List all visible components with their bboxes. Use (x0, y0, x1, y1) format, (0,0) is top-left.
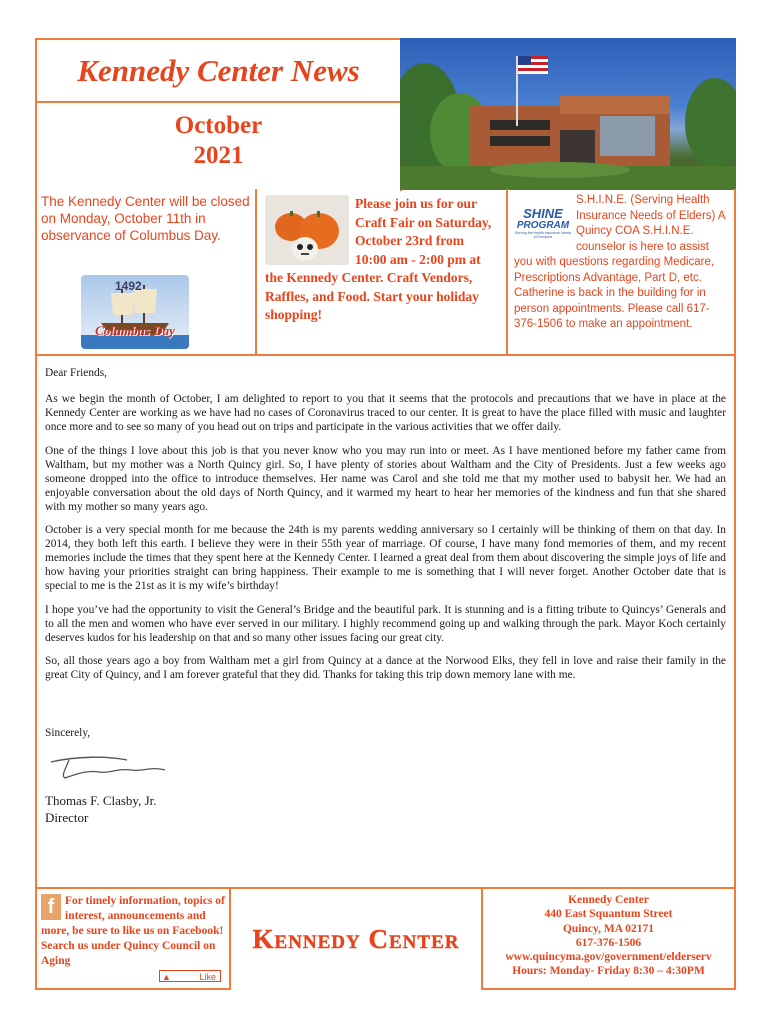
issue-date (35, 103, 402, 191)
closure-notice (35, 189, 257, 356)
like-label: Like (199, 972, 216, 982)
signer-name: Thomas F. Clasby, Jr. (45, 792, 157, 808)
letter-paragraph: October is a very special month for me because the 24th is my parents wedding anniversary so I certainly will be thinking of them on that day. In 2014, they both left this earth. I believe they were in their 55th year of marriage. Of course, I have many fond memories of them, and my recent memories include the times that they spent here at the Kennedy Center. I learned a great deal from them about discovering the simple joys of life and how having your priorities straight can bring happiness. Their example to me is something that I will never forget. Another October date that is special to me is the 21st as it is my wife’s birthday! (45, 524, 726, 592)
shine-logo-bottom: PROGRAM (516, 220, 570, 231)
pumpkin-photo (265, 195, 349, 265)
shine-logo-tagline: Serving the Health Insurance Needs of Everyone (514, 231, 572, 239)
signature (47, 750, 172, 784)
facebook-text: For timely information, topics of interest, announcements and more, be sure to like us on Facebook! Search us under Quincy Council on Aging (41, 895, 225, 967)
address-line: Quincy, MA 02171 (562, 922, 655, 935)
letter-paragraph: One of the things I love about this job is that you never know who you may run into or meet. As I have mentioned before my father came from Waltham, but my mother was a North Quincy girl. So, I have plenty of stories about Waltham and the City of Presidents. Just a few weeks ago someone dropped into the office to introduce themselves. Her name was Carol and she told me that my mother used to babysit her. We had an enjoyable conversation about the old days of North Quincy, and it warmed my heart to hear her memories of the kindness and fun that she shared with my mother so many years ago. (45, 444, 726, 513)
masthead-title-box (35, 38, 402, 103)
issue-year: 2021 (193, 142, 244, 169)
closure-text: The Kennedy Center will be closed on Monday, October 11th in observance of Columbus Day. (41, 194, 250, 243)
shine-logo-top: SHINE (523, 206, 563, 221)
building-illustration (400, 38, 736, 190)
letter-paragraph: As we begin the month of October, I am delighted to report to you that it seems that the protocols and precautions that we have in place at the Kennedy Center are working as we have had no cases of Coronavirus traced to our center. It is great to have the place filled with music and laughter once more and to see so many of you head out on trips and participate in the various activities that we offer daily. (45, 393, 726, 433)
thumbs-up-icon: ▲ (162, 972, 171, 982)
craft-fair-notice (257, 189, 508, 356)
signature-text (47, 750, 49, 764)
badge-text: Columbus Day (95, 323, 175, 338)
shine-logo (514, 207, 572, 243)
shine-notice (508, 189, 736, 356)
letter-paragraph: So, all those years ago a boy from Waltham met a girl from Quincy at a dance at the Norwood Elks, they fell in love and raise their family in the great City of Quincy, and I am forever grateful that they did. Thanks for taking this trip down memory lane with me. (45, 655, 726, 681)
facebook-icon: f (41, 894, 61, 920)
letter-closing: Sincerely, (45, 727, 91, 739)
kennedy-center-logo (231, 889, 481, 990)
address-line: Kennedy Center (568, 894, 649, 906)
logo-text: Kennedy Center (252, 924, 460, 954)
letter-paragraph: I hope you’ve had the opportunity to visit the General’s Bridge and the beautiful park. It is stunning and is a fitting tribute to Quincys’ Generals and to all the men and women who have ever served in our military. I highly recommend going up and walking through the park. Mayor Koch certainly deserves kudos for his leadership on that and so many other issues facing our great city. (45, 603, 726, 644)
issue-month: October (174, 112, 263, 139)
shine-text: S.H.I.N.E. (Serving Health Insurance Needs of Elders) A Quincy COA S.H.I.N.E. counselor is here to assist you with questions regarding Medicare, Prescriptions Advantage, Part D, etc. Catherine is back in the building for in person appointments. Please call 617-376-1506 to make an appointment. (514, 194, 725, 330)
pumpkin-icon (265, 195, 349, 265)
signer-title: Director (45, 809, 89, 825)
facebook-like-button[interactable] (159, 970, 221, 982)
building-photo (400, 38, 736, 190)
hours-line: Hours: Monday- Friday 8:30 – 4:30PM (512, 965, 705, 978)
columbus-day-graphic (81, 275, 189, 349)
address-line: 440 East Squantum Street (544, 908, 673, 921)
website-link[interactable]: www.quincyma.gov/government/elderserv (505, 951, 712, 964)
newsletter-title: Kennedy Center News (77, 52, 360, 88)
craft-fair-text: Please join us for our Craft Fair on Saturday, October 23rd from 10:00 am - 2:00 pm at the Kennedy Center. Craft Vendors, Raffles, and Food. Start your holiday shopping! (265, 196, 492, 322)
letter-greeting: Dear Friends, (45, 367, 107, 379)
signature-scrawl (47, 750, 172, 784)
director-letter (35, 356, 736, 889)
badge-year: 1492 (115, 279, 142, 293)
facebook-callout (35, 889, 231, 990)
phone-line: 617-376-1506 (575, 936, 642, 949)
contact-info (481, 889, 736, 990)
